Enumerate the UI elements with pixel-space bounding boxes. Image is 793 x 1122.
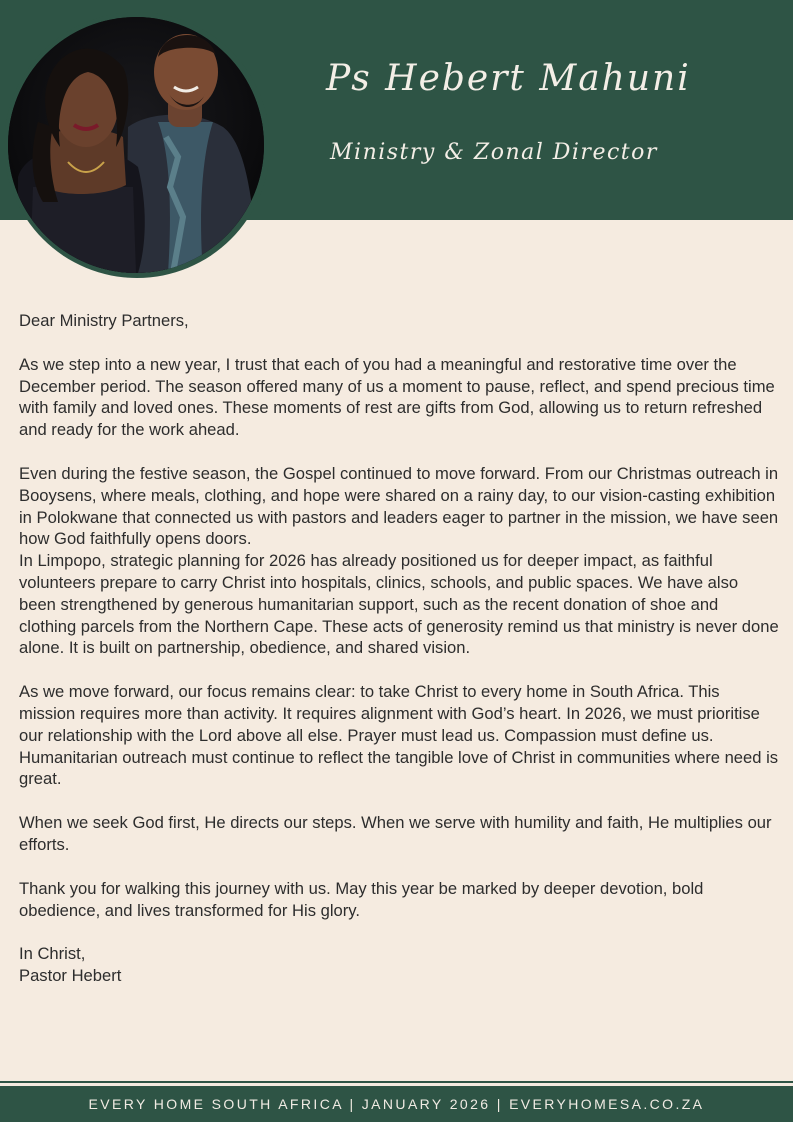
footer-text: EVERY HOME SOUTH AFRICA | JANUARY 2026 | EVERYHOMESA.CO.ZA xyxy=(88,1096,705,1112)
salutation: Dear Ministry Partners, xyxy=(19,311,189,330)
closing: In Christ, xyxy=(19,944,86,964)
paragraph-6: Thank you for walking this journey with us. May this year be marked by deeper devotion, bold obedience, and lives transformed for His glory. xyxy=(19,878,704,920)
couple-photo-illustration xyxy=(8,17,264,273)
profile-photo xyxy=(8,17,264,273)
paragraph-3: In Limpopo, strategic planning for 2026 has already positioned us for deeper impact, as faithful volunteers prepare to carry Christ into hospitals, clinics, schools, and public spaces. We have also been strengthened by generous humanitarian support, such as the recent donation of shoe and clothing parcels from the Northern Cape. These acts of generosity remind us that ministry is never done alone. It is built on partnership, obedience, and shared vision. xyxy=(19,551,779,658)
footer-bar xyxy=(0,1086,793,1122)
paragraph-2: Even during the festive season, the Gospel continued to move forward. From our Christmas outreach in Booysens, where meals, clothing, and hope were shared on a rainy day, to our vision-casting exhibition in Polokwane that connected us with pastors and leaders eager to partner in the mission, we have seen how God faithfully opens doors. xyxy=(19,463,779,549)
paragraph-5: When we seek God first, He directs our steps. When we serve with humility and faith, He multiplies our efforts. xyxy=(19,813,772,854)
paragraph-1: As we step into a new year, I trust that each of you had a meaningful and restorative time over the December period. The season offered many of us a moment to pause, reflect, and spend precious time with family and loved ones. These moments of rest are gifts from God, allowing us to return refreshed and ready for the work ahead. xyxy=(19,354,775,440)
author-role: Ministry & Zonal Director xyxy=(330,140,658,165)
author-name: Ps Hebert Mahuni xyxy=(326,58,691,99)
footer-divider xyxy=(0,1081,793,1083)
paragraph-4: As we move forward, our focus remains clear: to take Christ to every home in South Africa. This mission requires more than activity. It requires alignment with God’s heart. In 2026, we must prioritise our relationship with the Lord above all else. Prayer must lead us. Compassion must define us. Humanitarian outreach must continue to reflect the tangible love of Christ in communities where need is great. xyxy=(19,682,779,789)
letter-body xyxy=(19,310,779,987)
signature: Pastor Hebert xyxy=(19,966,122,986)
